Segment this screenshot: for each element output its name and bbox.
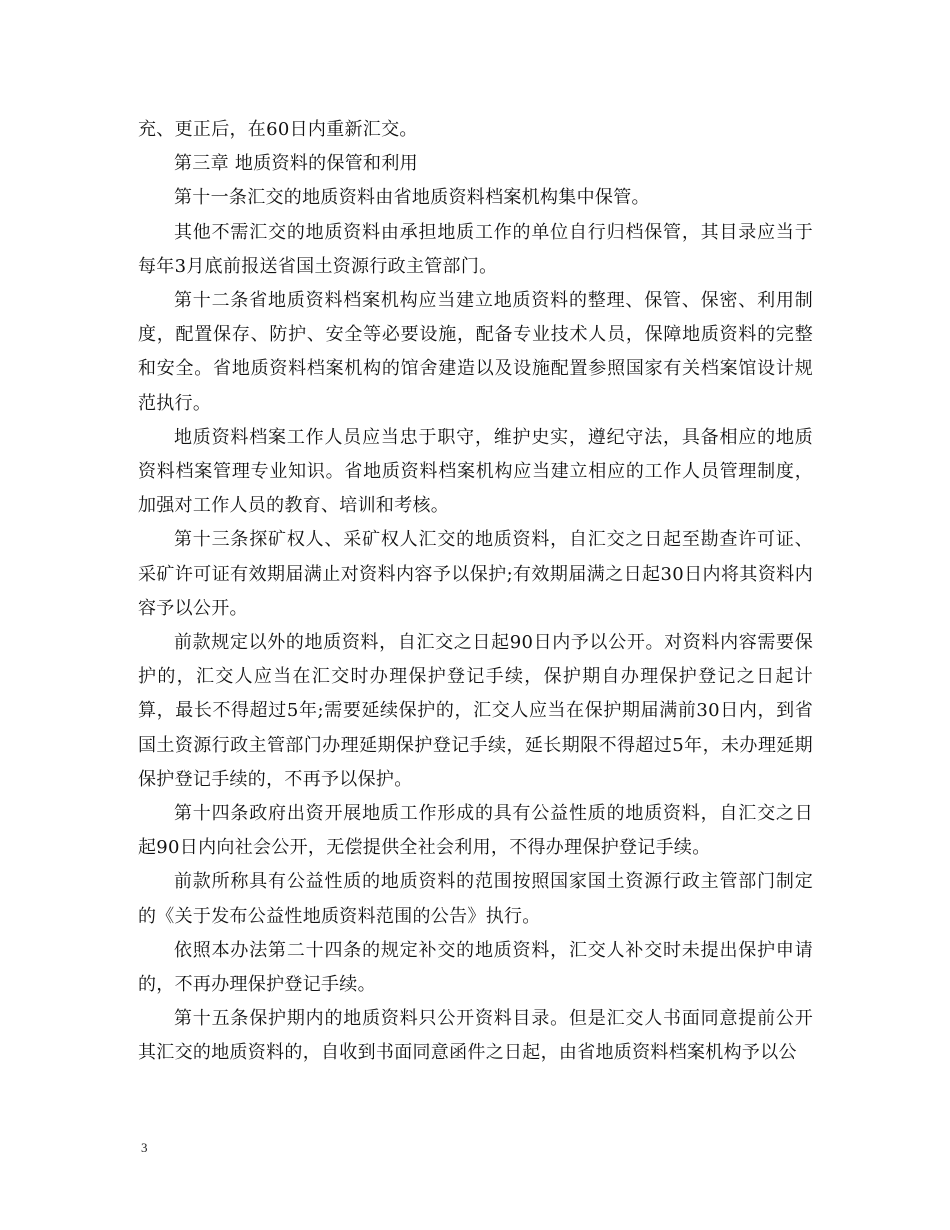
chapter-heading: 第三章 地质资料的保管和利用	[174, 153, 418, 175]
article-11-clause-2: 其他不需汇交的地质资料由承担地质工作的单位自行归档保管，其目录应当于每年3月底前报送省国土资源行政主管部门。	[138, 221, 813, 277]
article-11-paragraph: 第十一条汇交的地质资料由省地质资料档案机构集中保管。	[174, 187, 650, 209]
article-12-clause-2: 地质资料档案工作人员应当忠于职守，维护史实，遵纪守法，具备相应的地质资料档案管理专业知识。省地质资料档案机构应当建立相应的工作人员管理制度，加强对工作人员的教育、培训和考核。	[138, 426, 813, 517]
article-14-clause-3: 依照本办法第二十四条的规定补交的地质资料，汇交人补交时未提出保护申请的，不再办理保护登记手续。	[138, 939, 813, 996]
article-12-paragraph: 第十二条省地质资料档案机构应当建立地质资料的整理、保管、保密、利用制度，配置保存、防护、安全等必要设施，配备专业技术人员，保障地质资料的完整和安全。省地质资料档案机构的馆舍建造以及设施配置参照国家有关档案馆设计规范执行。	[138, 290, 813, 414]
paragraph-continuation: 充、更正后，在60日内重新汇交。	[138, 119, 418, 140]
page-number: 3	[141, 1140, 148, 1155]
article-13-paragraph: 第十三条探矿权人、采矿权人汇交的地质资料，自汇交之日起至勘查许可证、采矿许可证有效期届满止对资料内容予以保护;有效期届满之日起30日内将其资料内容予以公开。	[138, 529, 813, 619]
article-13-clause-2: 前款规定以外的地质资料，自汇交之日起90日内予以公开。对资料内容需要保护的，汇交人应当在汇交时办理保护登记手续，保护期自办理保护登记之日起计算，最长不得超过5年;需要延续保护的，汇交人应当在保护期届满前30日内，到省国土资源行政主管部门办理延期保护登记手续，延长期限不得超过5年，未办理延期保护登记手续的，不再予以保护。	[138, 632, 813, 790]
document-body	[138, 113, 813, 1071]
article-15-paragraph: 第十五条保护期内的地质资料只公开资料目录。但是汇交人书面同意提前公开其汇交的地质资料的，自收到书面同意函件之日起，由省地质资料档案机构予以公	[138, 1008, 813, 1064]
article-14-paragraph: 第十四条政府出资开展地质工作形成的具有公益性质的地质资料，自汇交之日起90日内向社会公开，无偿提供全社会利用，不得办理保护登记手续。	[138, 803, 813, 859]
article-14-clause-2: 前款所称具有公益性质的地质资料的范围按照国家国土资源行政主管部门制定的《关于发布公益性地质资料范围的公告》执行。	[138, 871, 813, 927]
